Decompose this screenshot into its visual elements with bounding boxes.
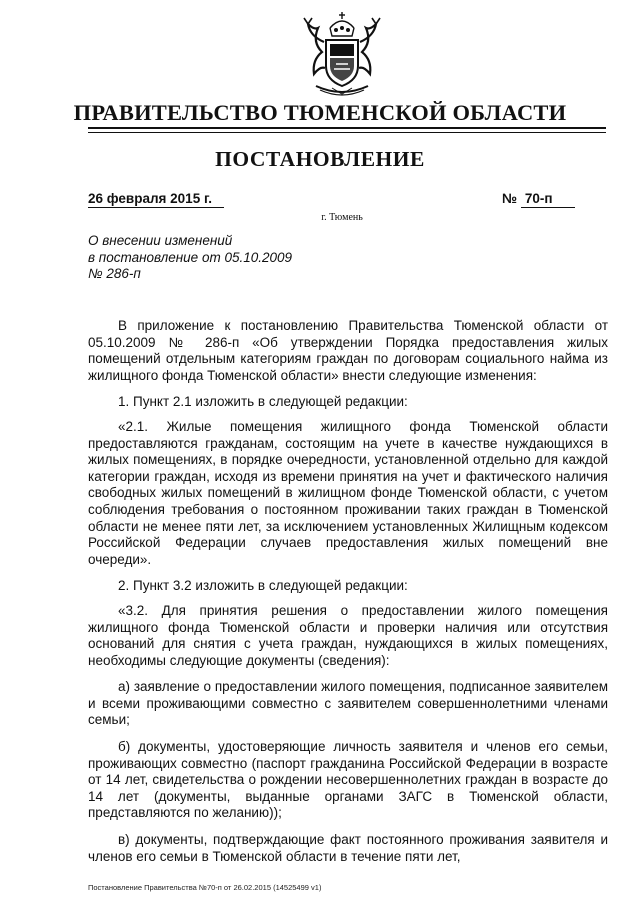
document-type: ПОСТАНОВЛЕНИЕ [215, 147, 425, 171]
subject-line: в постановление от 05.10.2009 [88, 249, 293, 265]
document-body [88, 318, 608, 875]
number-prefix: № [502, 191, 518, 206]
body-paragraph: 2. Пункт 3.2 изложить в следующей редакции: [118, 578, 408, 594]
number-value: 70-п [521, 191, 575, 208]
header-rule-thin [88, 132, 606, 133]
government-title: ПРАВИТЕЛЬСТВО ТЮМЕНСКОЙ ОБЛАСТИ [73, 100, 567, 125]
coat-of-arms-emblem [292, 8, 392, 100]
document-date: 26 февраля 2015 г. [88, 191, 224, 208]
subject-line: № 286-п [88, 266, 141, 281]
body-paragraph: В приложение к постановлению Правительства Тюменской области от 05.10.2009 № 286-п «Об утверждении Порядка предоставления жилых помещений отдельным категориям граждан по договорам социального найма из жилищного фонда Тюменской области» внести следующие изменения: [88, 318, 608, 383]
body-paragraph: а) заявление о предоставлении жилого помещения, подписанное заявителем и всеми проживающими совместно с заявителем совершеннолетними членами семьи; [88, 679, 608, 728]
body-paragraph: «2.1. Жилые помещения жилищного фонда Тюменской области предоставляются гражданам, состоящим на учете в качестве нуждающихся в жилых помещениях, в порядке очередности, установленной отдельно для каждой категории граждан, исходя из времени принятия на учет и фактического наличия свободных жилых помещений в жилищном фонде Тюменской области, с учетом соблюдения требования о постоянном проживании таких граждан в Тюменской области не менее пяти лет, за исключением установленных Жилищным кодексом Российской Федерации случаев предоставления жилых помещений вне очереди». [88, 418, 608, 567]
document-number [502, 191, 586, 208]
header-rule-thick [88, 127, 606, 129]
document-footer: Постановление Правительства №70-п от 26.02.2015 (14525499 v1) [88, 883, 322, 892]
subject-line: О внесении изменений [88, 233, 233, 248]
body-paragraph: 1. Пункт 2.1 изложить в следующей редакции: [118, 394, 408, 410]
body-paragraph: в) документы, подтверждающие факт постоянного проживания заявителя и членов его семьи в Тюменской области в течение пяти лет, [88, 832, 608, 864]
body-paragraph: б) документы, удостоверяющие личность заявителя и членов его семьи, проживающих совместно (паспорт гражданина Российской Федерации в возрасте от 14 лет, свидетельства о рождении несовершеннолетних граждан в возрасте до 14 лет (документы, выданные органами ЗАГС в Тюменской области, представляются по желанию)); [88, 739, 608, 821]
document-subject [88, 233, 368, 283]
document-city: г. Тюмень [321, 212, 363, 223]
body-paragraph: «3.2. Для принятия решения о предоставлении жилого помещения жилищного фонда Тюменской области и проверки наличия или отсутствия оснований для снятия с учета граждан, нуждающихся в жилых помещениях, необходимы следующие документы (сведения): [88, 602, 608, 668]
